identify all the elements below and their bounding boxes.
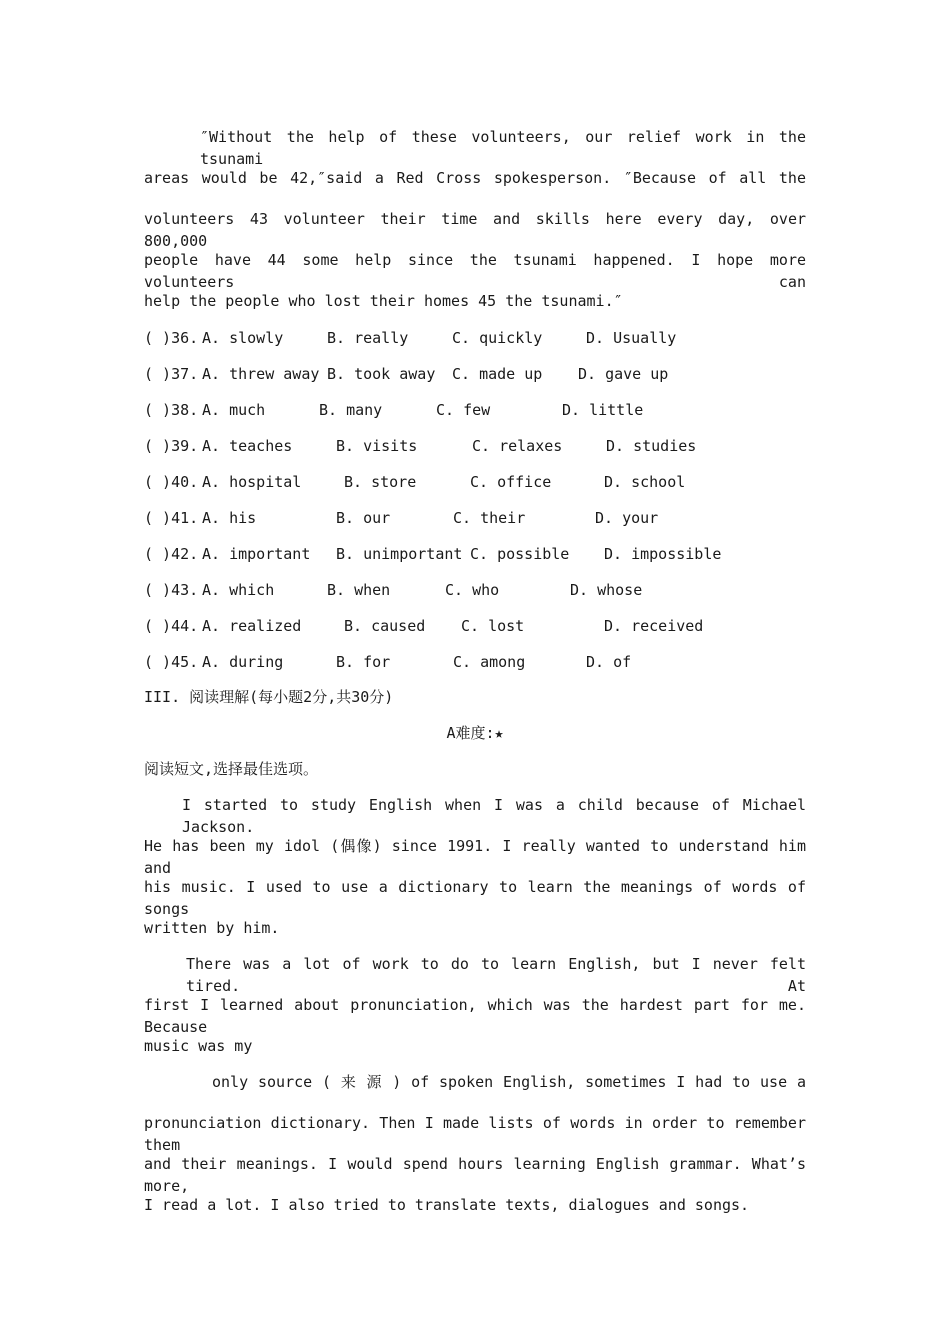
- option-c[interactable]: C. quickly: [452, 329, 543, 347]
- passage1-line-1: ″Without the help of these volunteers, our relief work in the tsunami: [200, 128, 806, 168]
- option-c[interactable]: C. their: [453, 509, 526, 527]
- question-number: ( )40.: [144, 473, 199, 491]
- option-d[interactable]: D. school: [604, 473, 686, 491]
- passage1-line-2: areas would be 42,″said a Red Cross spokesperson. ″Because of all the: [144, 169, 806, 187]
- option-c[interactable]: C. who: [445, 581, 500, 599]
- question-number: ( )37.: [144, 365, 199, 383]
- passage2-line-3: his music. I used to use a dictionary to learn the meanings of words of songs: [144, 878, 806, 918]
- question-row-45: [144, 651, 806, 673]
- question-number: ( )44.: [144, 617, 199, 635]
- option-c[interactable]: C. possible: [470, 545, 570, 563]
- option-c[interactable]: C. few: [436, 401, 491, 419]
- question-row-43: [144, 579, 806, 601]
- option-d[interactable]: D. Usually: [586, 329, 677, 347]
- option-b[interactable]: B. really: [327, 329, 409, 347]
- option-a[interactable]: A. important: [202, 545, 311, 563]
- option-c[interactable]: C. lost: [461, 617, 525, 635]
- passage2-line-6: first I learned about pronunciation, which was the hardest part for me. Because: [144, 996, 806, 1036]
- question-row-36: [144, 327, 806, 349]
- option-b[interactable]: B. caused: [344, 617, 426, 635]
- passage2-line-4: written by him.: [144, 919, 280, 937]
- question-row-39: [144, 435, 806, 457]
- passage2-line-5: There was a lot of work to do to learn English, but I never felt tired. At: [186, 955, 806, 995]
- option-b[interactable]: B. many: [319, 401, 383, 419]
- option-a[interactable]: A. his: [202, 509, 257, 527]
- question-number: ( )41.: [144, 509, 199, 527]
- option-d[interactable]: D. received: [604, 617, 704, 635]
- instruction: 阅读短文,选择最佳选项。: [144, 760, 319, 778]
- option-a[interactable]: A. during: [202, 653, 284, 671]
- option-c[interactable]: C. among: [453, 653, 526, 671]
- option-a[interactable]: A. realized: [202, 617, 302, 635]
- option-a[interactable]: A. teaches: [202, 437, 293, 455]
- passage1-line-3: volunteers 43 volunteer their time and skills here every day, over 800,000: [144, 210, 806, 250]
- section-heading: III. 阅读理解(每小题2分,共30分): [144, 688, 394, 706]
- question-row-44: [144, 615, 806, 637]
- option-d[interactable]: D. gave up: [578, 365, 669, 383]
- option-c[interactable]: C. made up: [452, 365, 543, 383]
- passage2-line-1: I started to study English when I was a child because of Michael Jackson.: [182, 796, 806, 836]
- passage2-line-11: I read a lot. I also tried to translate texts, dialogues and songs.: [144, 1196, 750, 1214]
- option-b[interactable]: B. took away: [327, 365, 436, 383]
- option-b[interactable]: B. visits: [336, 437, 418, 455]
- question-row-37: [144, 363, 806, 385]
- question-row-42: [144, 543, 806, 565]
- passage1-line-5: help the people who lost their homes 45 the tsunami.″: [144, 292, 623, 310]
- option-b[interactable]: B. our: [336, 509, 391, 527]
- question-number: ( )39.: [144, 437, 199, 455]
- option-c[interactable]: C. office: [470, 473, 552, 491]
- option-a[interactable]: A. hospital: [202, 473, 302, 491]
- question-row-40: [144, 471, 806, 493]
- option-a[interactable]: A. much: [202, 401, 266, 419]
- option-d[interactable]: D. little: [562, 401, 644, 419]
- question-number: ( )38.: [144, 401, 199, 419]
- option-a[interactable]: A. slowly: [202, 329, 284, 347]
- option-b[interactable]: B. unimportant: [336, 545, 463, 563]
- option-d[interactable]: D. whose: [570, 581, 643, 599]
- option-b[interactable]: B. store: [344, 473, 417, 491]
- option-b[interactable]: B. for: [336, 653, 391, 671]
- sub-heading: A难度:★: [446, 724, 504, 742]
- option-a[interactable]: A. which: [202, 581, 275, 599]
- option-d[interactable]: D. studies: [606, 437, 697, 455]
- passage2-line-9: pronunciation dictionary. Then I made lists of words in order to remember them: [144, 1114, 806, 1154]
- question-number: ( )36.: [144, 329, 199, 347]
- passage2-line-8: only source ( 来 源 ) of spoken English, sometimes I had to use a: [212, 1073, 806, 1091]
- passage2-line-10: and their meanings. I would spend hours learning English grammar. What’s more,: [144, 1155, 806, 1195]
- option-d[interactable]: D. your: [595, 509, 659, 527]
- question-number: ( )42.: [144, 545, 199, 563]
- option-a[interactable]: A. threw away: [202, 365, 320, 383]
- option-c[interactable]: C. relaxes: [472, 437, 563, 455]
- option-b[interactable]: B. when: [327, 581, 391, 599]
- passage1-line-4: people have 44 some help since the tsunami happened. I hope more volunteers can: [144, 251, 806, 291]
- passage2-line-7: music was my: [144, 1037, 253, 1055]
- passage2-line-2: He has been my idol (偶像) since 1991. I really wanted to understand him and: [144, 837, 806, 877]
- question-number: ( )45.: [144, 653, 199, 671]
- question-row-38: [144, 399, 806, 421]
- question-row-41: [144, 507, 806, 529]
- option-d[interactable]: D. impossible: [604, 545, 722, 563]
- question-number: ( )43.: [144, 581, 199, 599]
- option-d[interactable]: D. of: [586, 653, 632, 671]
